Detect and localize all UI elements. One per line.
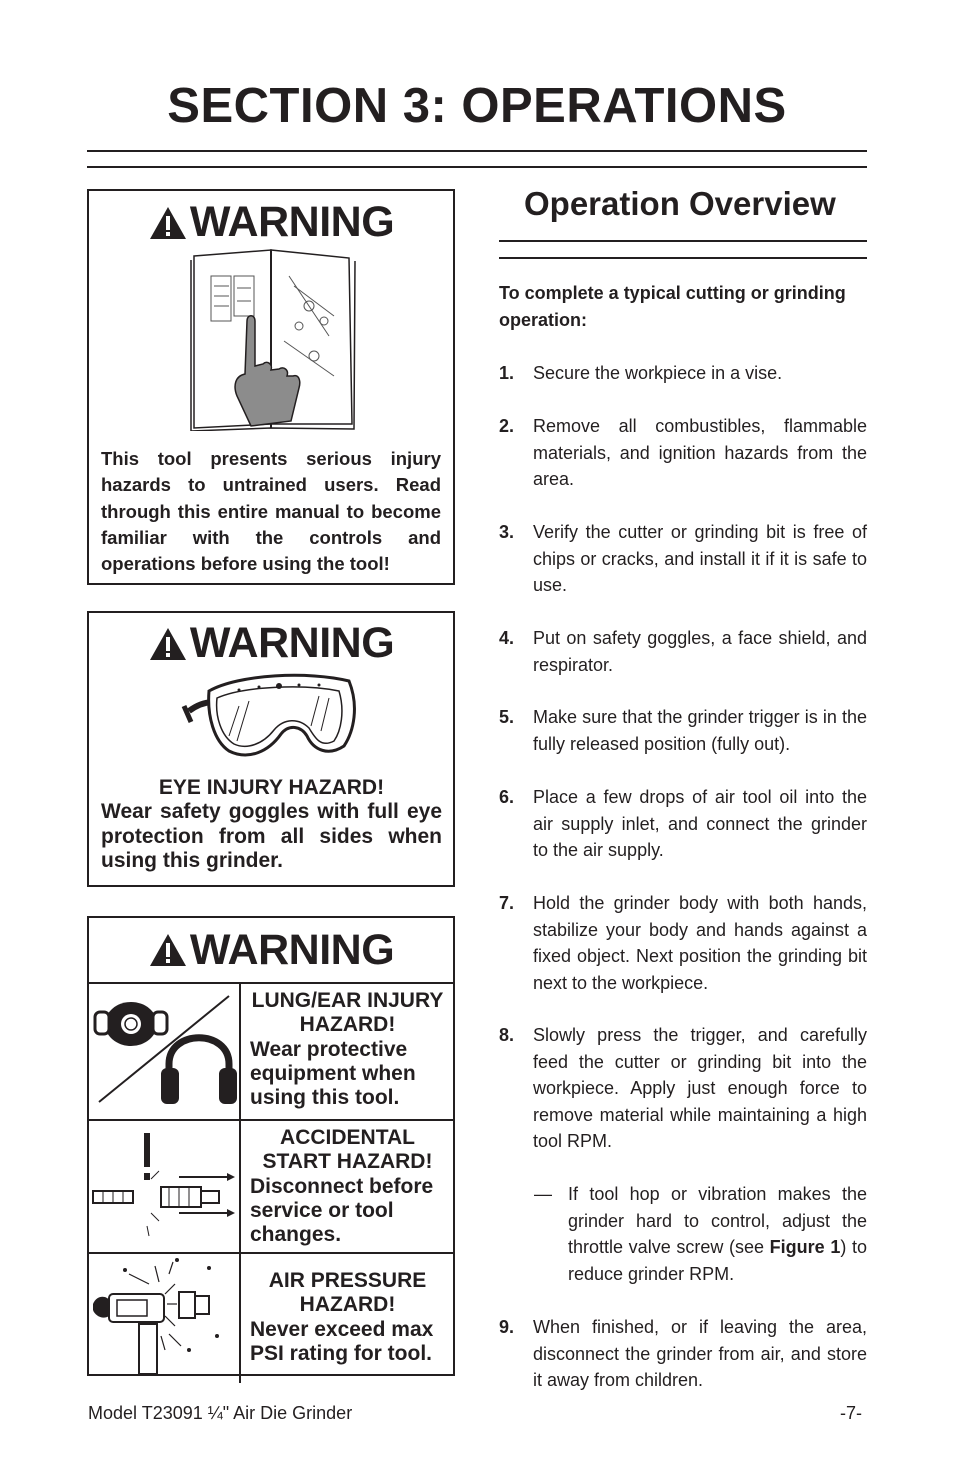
step-text: Verify the cutter or grinding bit is free of chips or cracks, and install it if it is safe to use. [533, 522, 867, 595]
overview-rule-bottom [499, 257, 867, 259]
warning-label: WARNING [189, 925, 395, 974]
title-rule-top [87, 150, 867, 152]
step-number: 4. [499, 628, 515, 648]
step-5 [499, 704, 867, 757]
note-text-after: ) to reduce grinder RPM. [568, 1237, 867, 1284]
hazard-row-accidental-start [89, 1120, 453, 1253]
warning-header [89, 918, 453, 982]
step-number: 8. [499, 1025, 515, 1045]
section-title: SECTION 3: OPERATIONS [167, 79, 787, 133]
lung-ear-hazard-text [241, 984, 453, 1114]
step-number: 6. [499, 787, 515, 807]
step-7 [499, 890, 867, 996]
warning-label: WARNING [189, 198, 395, 246]
hazard-table [89, 982, 453, 1383]
warning-header [89, 619, 453, 667]
step-text: Make sure that the grinder trigger is in the fully released position (fully out). [533, 707, 867, 754]
warning-manual-text: This tool presents serious injury hazards to untrained users. Read through this entire manual to become familiar with the controls and operations before using the tool! [101, 448, 441, 575]
exploding-grinder-icon [89, 1253, 240, 1383]
warning-triangle-icon [148, 205, 188, 241]
warning-box-manual [87, 189, 455, 585]
step-text: Hold the grinder body with both hands, stabilize your body and hands against a fixed object. Next position the grinding bit next to the workpiece. [533, 893, 867, 993]
step-number: 9. [499, 1317, 515, 1337]
warning-triangle-icon [148, 626, 188, 662]
step-6 [499, 784, 867, 864]
air-disconnect-icon [89, 1120, 240, 1253]
note-dash: — [534, 1184, 552, 1204]
footer-model: Model T23091 ¼" Air Die Grinder [88, 1403, 353, 1423]
step-text: Remove all combustibles, flammable materials, and ignition hazards from the area. [533, 416, 867, 489]
step-number: 1. [499, 363, 515, 383]
air-pressure-heading: AIR PRESSURE HAZARD! [268, 1269, 427, 1317]
warning-box-hazards [87, 916, 455, 1376]
overview-rule-top [499, 240, 867, 242]
step-text: Place a few drops of air tool oil into the air supply inlet, and connect the grinder to the air supply. [533, 787, 867, 860]
air-pressure-body: Never exceed max PSI rating for tool. [250, 1317, 434, 1365]
step-number: 2. [499, 416, 515, 436]
safety-goggles-icon [179, 666, 364, 771]
step-text: When finished, or if leaving the area, disconnect the grinder from air, and store it away from children. [533, 1317, 867, 1390]
step-3 [499, 519, 867, 599]
step-8 [499, 1022, 867, 1155]
manual-reading-icon [189, 246, 359, 436]
title-rule-bottom [87, 166, 867, 168]
lung-ear-heading: LUNG/EAR INJURY HAZARD! [251, 989, 444, 1037]
step-2 [499, 413, 867, 493]
warning-box-eye [87, 611, 455, 887]
warning-eye-text [101, 776, 442, 873]
step-1 [499, 360, 867, 387]
step-text: Slowly press the trigger, and carefully feed the cutter or grinding bit into the workpiece. Apply just enough force to remove material while maintaining a high tool RPM. [533, 1025, 867, 1151]
operation-overview-heading: Operation Overview [524, 185, 836, 222]
footer-page-number: -7- [840, 1403, 862, 1423]
step-text: Put on safety goggles, a face shield, and respirator. [533, 628, 867, 675]
accidental-start-hazard-text [241, 1121, 453, 1251]
step-text: Secure the workpiece in a vise. [533, 363, 783, 383]
respirator-earmuffs-icon [89, 983, 240, 1120]
figure-reference: Figure 1 [769, 1237, 841, 1257]
note-text [568, 1181, 867, 1287]
step-8-note [534, 1181, 867, 1287]
step-number: 7. [499, 893, 515, 913]
warning-triangle-icon [148, 932, 188, 968]
air-pressure-hazard-text [241, 1254, 453, 1370]
step-4 [499, 625, 867, 678]
hazard-row-air-pressure [89, 1253, 453, 1383]
eye-hazard-heading: EYE INJURY HAZARD! [158, 776, 385, 799]
accidental-start-body: Disconnect before service or tool changes. [250, 1174, 434, 1247]
lung-ear-body: Wear protective equipment when using this tool. [250, 1037, 416, 1110]
step-9 [499, 1314, 867, 1394]
eye-hazard-body: Wear safety goggles with full eye protection from all sides when using this grinder. [101, 800, 442, 872]
warning-label: WARNING [189, 619, 395, 667]
accidental-start-heading: ACCIDENTAL START HAZARD! [262, 1126, 433, 1174]
step-number: 5. [499, 707, 515, 727]
overview-intro: To complete a typical cutting or grinding operation: [499, 283, 846, 330]
step-number: 3. [499, 522, 515, 542]
warning-header [89, 198, 453, 246]
hazard-row-lung-ear [89, 983, 453, 1120]
note-text-before: If tool hop or vibration makes the grinder hard to control, adjust the throttle valve screw (see [568, 1184, 867, 1257]
